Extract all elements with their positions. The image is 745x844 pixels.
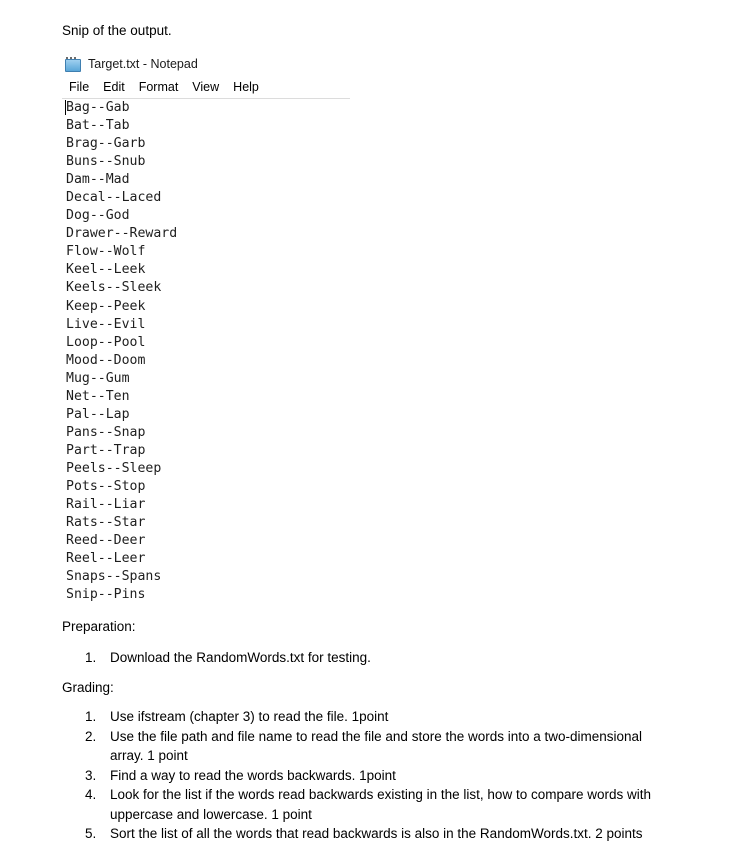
list-item: 1. Download the RandomWords.txt for testing. [85,650,371,665]
text-line: Bat--Tab [66,118,130,134]
text-line: Bag--Gab [66,99,177,117]
notepad-text-area[interactable] [66,99,177,604]
text-line: Pans--Snap [66,424,146,440]
list-item: 2. Use the file path and file name to read the file and store the words into a two-dimensional array. 1 point [85,728,643,763]
text-line: Peels--Sleep [66,460,162,476]
preparation-heading: Preparation: [62,619,136,634]
text-line: Net--Ten [66,388,130,404]
text-line: Keep--Peek [66,298,146,314]
notepad-title-bar [64,54,198,74]
text-line: Loop--Pool [66,334,146,350]
text-line: Dam--Mad [66,172,130,188]
grading-heading: Grading: [62,680,114,695]
list-item: 1. Use ifstream (chapter 3) to read the file. 1point [85,709,389,724]
list-item: 4. Look for the list if the words read backwards existing in the list, how to compare words with uppercase and lowercase. 1 point [85,787,651,822]
notepad-title: Target.txt - Notepad [88,57,198,71]
text-line: Mug--Gum [66,370,130,386]
text-line: Reed--Deer [66,533,146,549]
text-line: Keel--Leek [66,262,146,278]
text-line: Live--Evil [66,316,146,332]
notepad-icon [64,57,80,71]
text-line: Buns--Snub [66,154,146,170]
grading-list [85,707,670,844]
text-line: Mood--Doom [66,352,146,368]
text-line: Rats--Star [66,515,146,531]
text-line: Snip--Pins [66,587,146,603]
text-line: Brag--Garb [66,136,146,152]
notepad-menu-bar [62,80,350,99]
text-line: Rail--Liar [66,497,146,513]
list-item: 3. Find a way to read the words backwards. 1point [85,767,396,783]
text-line: Pal--Lap [66,406,130,422]
text-line: Keels--Sleek [66,280,162,296]
text-line: Reel--Leer [66,551,146,567]
text-line: Snaps--Spans [66,569,162,585]
menu-help[interactable]: Help [233,80,259,94]
text-line: Part--Trap [66,442,146,458]
menu-file[interactable]: File [69,80,90,94]
text-line: Flow--Wolf [66,244,146,260]
text-line: Drawer--Reward [66,226,178,242]
preparation-list [85,648,670,668]
list-item: 5. Sort the list of all the words that read backwards is also in the RandomWords.txt. 2 points [85,826,643,841]
text-line: Pots--Stop [66,478,146,494]
text-line: Decal--Laced [66,190,162,206]
menu-format[interactable]: Format [138,80,179,94]
menu-edit[interactable]: Edit [103,80,125,94]
menu-view[interactable]: View [192,80,220,94]
text-line: Dog--God [66,208,130,224]
intro-text: Snip of the output. [62,23,172,38]
